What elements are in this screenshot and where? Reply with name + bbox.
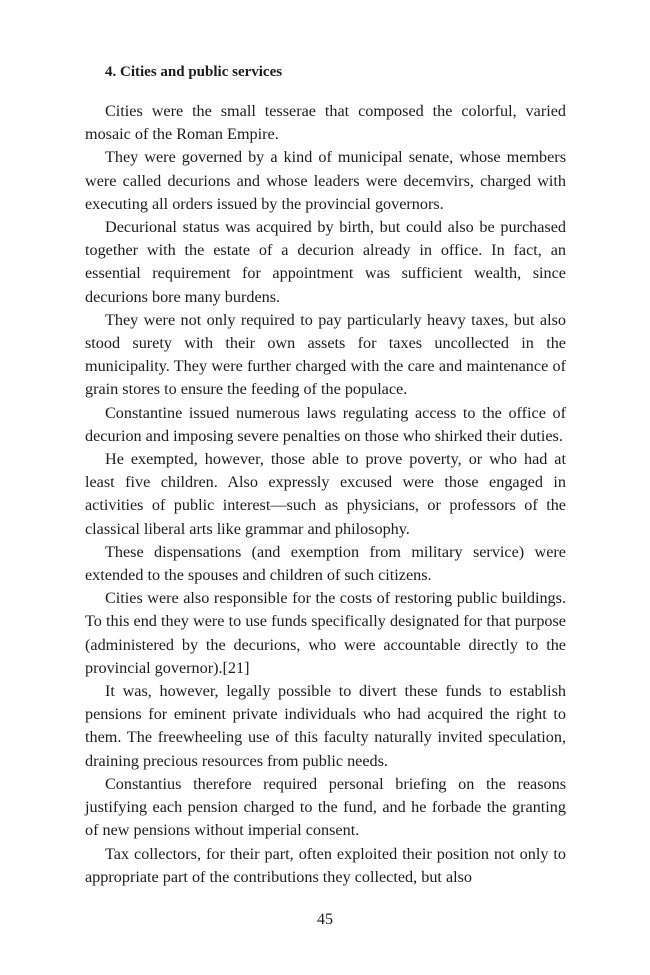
paragraph: Constantius therefore required personal briefing on the reasons justifying each pension charged to the fund, and he forbade the granting of new pensions without imperial consent. (85, 774, 566, 840)
paragraph: He exempted, however, those able to prove poverty, or who had at least five children. Also expressly excused were those engaged in activities of public interest—such as physicians, or professors of the classical liberal arts like grammar and philosophy. (85, 450, 566, 538)
paragraph: Tax collectors, for their part, often exploited their position not only to appropriate part of the contributions they collected, but also (85, 844, 566, 886)
page-number: 45 (317, 911, 333, 928)
page-body (85, 62, 566, 889)
paragraph: It was, however, legally possible to divert these funds to establish pensions for eminent private individuals who had acquired the right to them. The freewheeling use of this faculty naturally invited speculation, draining precious resources from public needs. (85, 682, 566, 770)
section-heading: 4. Cities and public services (105, 64, 283, 80)
paragraph: Cities were the small tesserae that composed the colorful, varied mosaic of the Roman Empire. (85, 102, 566, 144)
paragraph: Decurional status was acquired by birth, but could also be purchased together with the estate of a decurion already in office. In fact, an essential requirement for appointment was sufficient wealth, since decurions bore many burdens. (85, 218, 566, 306)
paragraph: Constantine issued numerous laws regulating access to the office of decurion and imposing severe penalties on those who shirked their duties. (85, 403, 566, 445)
paragraph: They were not only required to pay particularly heavy taxes, but also stood surety with their own assets for taxes uncollected in the municipality. They were further charged with the care and maintenance of grain stores to ensure the feeding of the populace. (85, 310, 566, 399)
paragraph: They were governed by a kind of municipal senate, whose members were called decurions and whose leaders were decemvirs, charged with executing all orders issued by the provincial governors. (85, 148, 566, 213)
paragraph: Cities were also responsible for the costs of restoring public buildings. To this end they were to use funds specifically designated for that purpose (administered by the decurions, who were accountable directly to the provincial governor).[21] (85, 589, 566, 677)
paragraph: These dispensations (and exemption from military service) were extended to the spouses and children of such citizens. (85, 542, 566, 585)
